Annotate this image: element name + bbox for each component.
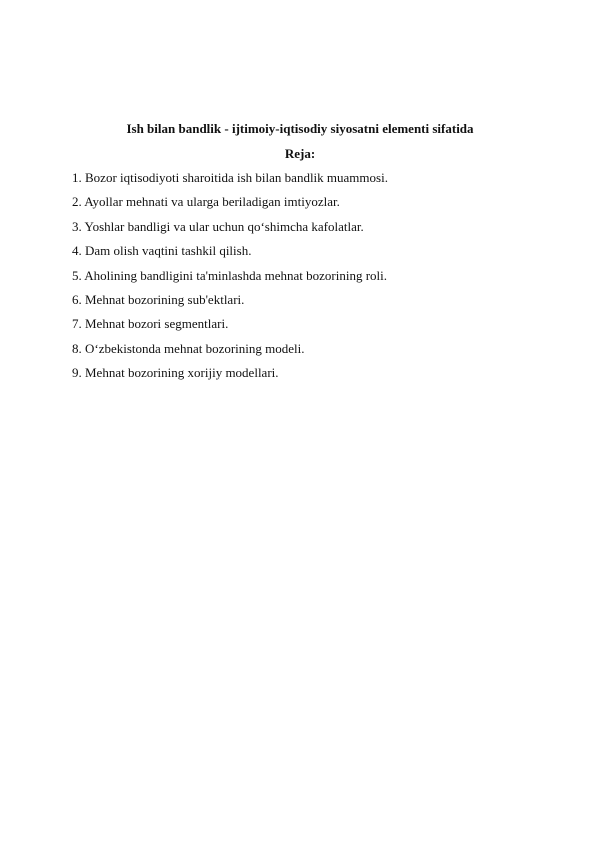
document-title: Ish bilan bandlik - ijtimoiy-iqtisodiy siyosatni elementi sifatida [126,121,474,136]
plan-list [72,170,388,390]
plan-item: 1. Bozor iqtisodiyoti sharoitida ish bilan bandlik muammosi. [72,170,388,185]
plan-item: 6. Mehnat bozorining sub'ektlari. [72,291,245,307]
plan-item: 3. Yoshlar bandligi va ular uchun qo‘shimcha kafolatlar. [72,218,364,234]
plan-item: 9. Mehnat bozorining xorijiy modellari. [72,365,279,381]
plan-item: 2. Ayollar mehnati va ularga beriladigan imtiyozlar. [72,194,340,210]
plan-item: 7. Mehnat bozori segmentlari. [72,316,229,332]
plan-item: 8. O‘zbekistonda mehnat bozorining modeli. [72,340,305,356]
plan-item: 4. Dam olish vaqtini tashkil qilish. [72,243,252,259]
plan-heading: Reja: [284,146,316,161]
plan-item: 5. Aholining bandligini ta'minlashda mehnat bozorining roli. [72,267,388,283]
